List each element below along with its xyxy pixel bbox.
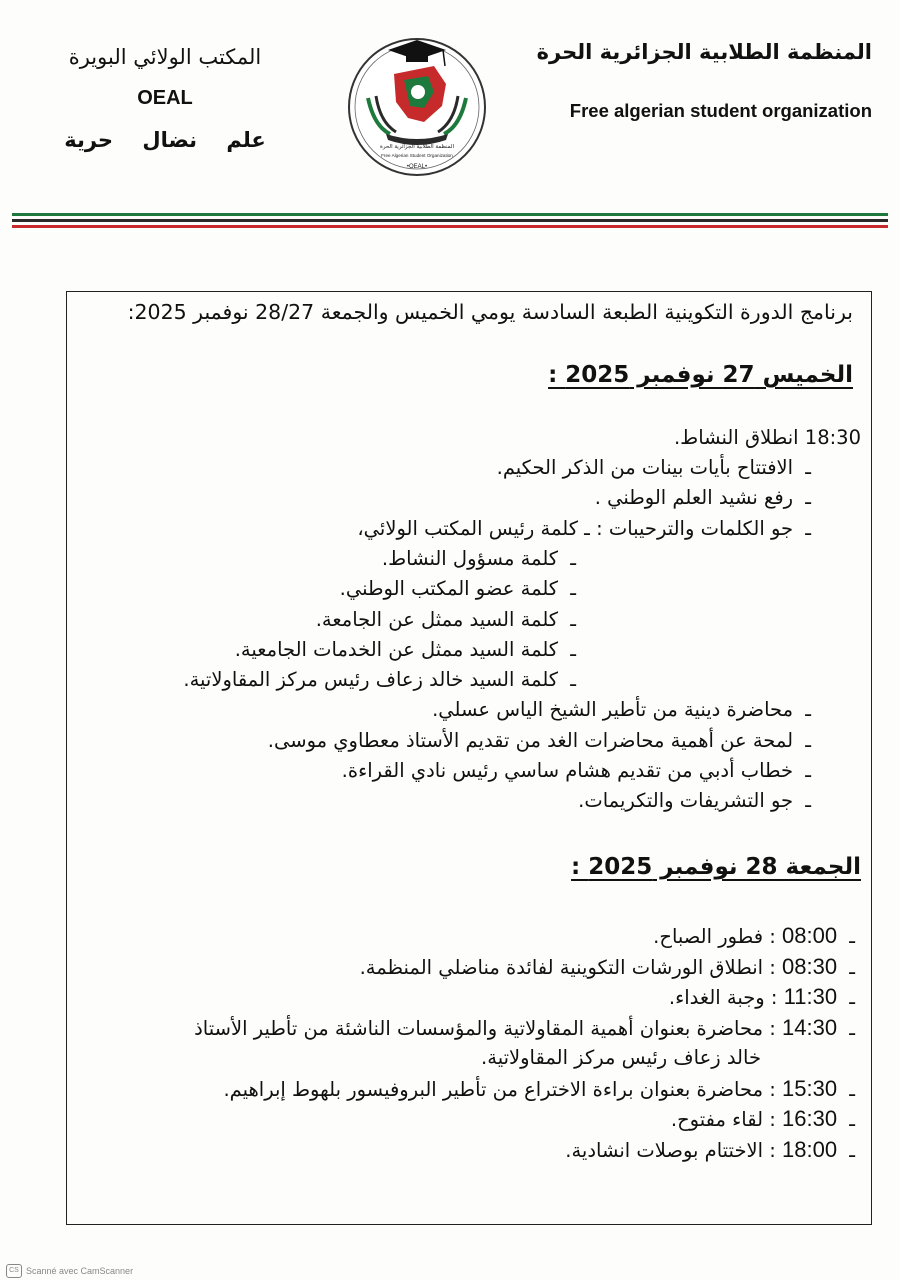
- bullet-dash: ـ: [799, 759, 811, 782]
- program-box: [66, 291, 872, 1225]
- day1-item-text: كلمة السيد خالد زعاف رئيس مركز المقاولاتية.: [183, 668, 559, 692]
- day2-item-time: 08:30: [782, 953, 838, 979]
- day1-item-text: كلمة السيد ممثل عن الجامعة.: [315, 607, 559, 631]
- graduation-cap-book-map-logo: [346, 36, 488, 178]
- day2-item: [481, 1042, 761, 1074]
- bullet-dash: ـ: [564, 577, 576, 601]
- day1-item-text: كلمة مسؤول النشاط.: [381, 546, 559, 570]
- day1-item-text: رفع نشيد العلم الوطني .: [594, 486, 794, 510]
- day2-item: ـ 15:30 : محاضرة بعنوان براءة الاختراع من تأطير البروفيسور بلهوط إبراهيم.: [223, 1075, 855, 1101]
- day2-item: ـ 08:00 : فطور الصباح.: [653, 923, 855, 948]
- bullet-dash: ـ: [843, 1108, 855, 1131]
- day2-item-text: محاضرة بعنوان أهمية المقاولاتية والمؤسسات الناشئة من تأطير الأستاذ: [194, 1016, 764, 1040]
- day1-item-text: جو الكلمات والترحيبات : ـ كلمة رئيس المكتب الولائي،: [357, 516, 794, 540]
- bullet-dash: ـ: [843, 1077, 855, 1101]
- day1-item: [268, 725, 811, 757]
- day1-item-text: كلمة عضو المكتب الوطني.: [339, 577, 559, 601]
- day1-item-text: جو التشريفات والتكريمات.: [578, 789, 794, 813]
- bullet-dash: ـ: [799, 516, 811, 540]
- header-divider-stripes: [12, 213, 888, 231]
- bullet-dash: ـ: [843, 925, 855, 948]
- day1-item-text: لمحة عن أهمية محاضرات الغد من تقديم الأستاذ معطاوي موسى.: [267, 728, 794, 752]
- stripe-red: [12, 225, 888, 228]
- day1-item: [497, 452, 811, 484]
- stripe-green: [12, 213, 888, 216]
- logo-acronym: •OEAL•: [406, 164, 428, 170]
- day2-item-text: محاضرة بعنوان براءة الاختراع من تأطير البروفيسور بلهوط إبراهيم.: [223, 1077, 764, 1101]
- bullet-dash: ـ: [564, 637, 576, 661]
- bullet-dash: ـ: [799, 456, 811, 479]
- logo-text-ar: المنظمة الطلابية الجزائرية الحرة: [379, 144, 455, 150]
- bullet-dash: ـ: [564, 668, 576, 692]
- day1-item-text: كلمة السيد ممثل عن الخدمات الجامعية.: [234, 637, 559, 661]
- day2-item-text: انطلاق الورشات التكوينية لفائدة مناضلي المنظمة.: [359, 955, 764, 979]
- scanner-text: Scanné avec CamScanner: [26, 1266, 134, 1276]
- day2-heading: الجمعة 28 نوفمبر 2025 :: [571, 854, 861, 880]
- day1-item-text: الافتتاح بأيات بينات من الذكر الحكيم.: [496, 456, 794, 479]
- day2-item-text: لقاء مفتوح.: [670, 1108, 764, 1131]
- day1-item: [578, 785, 811, 817]
- day1-item: [235, 634, 576, 666]
- day2-item-text: خالد زعاف رئيس مركز المقاولاتية.: [481, 1046, 761, 1069]
- scanner-footer: [6, 1264, 133, 1278]
- bullet-dash: ـ: [843, 1016, 855, 1040]
- day2-item: ـ 16:30 : لقاء مفتوح.: [670, 1106, 855, 1131]
- day2-item: ـ 18:00 : الاختتام بوصلات انشادية.: [565, 1136, 855, 1162]
- header-office: [40, 45, 290, 152]
- day2-item: ـ 11:30 : وجبة الغداء.: [668, 984, 855, 1009]
- stripe-dark: [12, 219, 888, 222]
- day2-item-time: 16:30: [782, 1106, 838, 1131]
- day2-item: ـ 14:30 : محاضرة بعنوان أهمية المقاولاتية والمؤسسات الناشئة من تأطير الأستاذ: [194, 1014, 855, 1040]
- day1-item: [183, 664, 576, 696]
- day1-start: [674, 422, 861, 454]
- office-name: المكتب الولائي البويرة: [68, 45, 262, 69]
- day2-item-text: فطور الصباح.: [653, 925, 764, 948]
- day2-item-text: وجبة الغداء.: [668, 986, 765, 1009]
- day1-item-text: خطاب أدبي من تقديم هشام ساسي رئيس نادي القراءة.: [341, 759, 794, 782]
- bullet-dash: ـ: [564, 607, 576, 631]
- org-name-en: Free algerian student organization: [569, 100, 872, 121]
- day2-item-time: 14:30: [782, 1014, 838, 1040]
- day1-item: [382, 543, 576, 575]
- bullet-dash: ـ: [843, 986, 855, 1009]
- day1-heading: الخميس 27 نوفمبر 2025 :: [548, 362, 853, 388]
- logo-text-en: Free Algerian Student Organization: [381, 153, 453, 158]
- day1-item: [342, 755, 811, 787]
- bullet-dash: ـ: [843, 955, 855, 979]
- bullet-dash: ـ: [564, 546, 576, 570]
- day1-item: [340, 573, 576, 605]
- org-motto: علم نضال حرية: [64, 128, 266, 152]
- day2-item-time: 18:00: [782, 1136, 838, 1162]
- day1-item: [357, 513, 811, 545]
- bullet-dash: ـ: [799, 789, 811, 813]
- day1-item: [316, 604, 576, 636]
- program-title: برنامج الدورة التكوينية الطبعة السادسة يومي الخميس والجمعة 28/27 نوفمبر 2025:: [127, 300, 853, 324]
- bullet-dash: ـ: [799, 728, 811, 752]
- day1-item-text: محاضرة دينية من تأطير الشيخ الياس عسلي.: [432, 698, 794, 722]
- bullet-dash: ـ: [799, 486, 811, 510]
- day1-item: [432, 694, 811, 726]
- bullet-dash: ـ: [843, 1138, 855, 1162]
- day1-item: [595, 482, 811, 514]
- bullet-dash: ـ: [799, 698, 811, 722]
- org-acronym: OEAL: [137, 87, 193, 109]
- header-org: [512, 40, 872, 122]
- day2-item-time: 15:30: [782, 1075, 838, 1101]
- day2-item-text: الاختتام بوصلات انشادية.: [565, 1138, 764, 1162]
- day2-item-time: 08:00: [782, 923, 838, 948]
- day1-start-text: 18:30 انطلاق النشاط.: [673, 426, 861, 449]
- org-name-ar: المنظمة الطلابية الجزائرية الحرة: [536, 40, 872, 64]
- camscanner-icon: CS: [6, 1264, 22, 1278]
- day2-item: ـ 08:30 : انطلاق الورشات التكوينية لفائدة مناضلي المنظمة.: [359, 953, 855, 979]
- day2-item-time: 11:30: [783, 984, 838, 1009]
